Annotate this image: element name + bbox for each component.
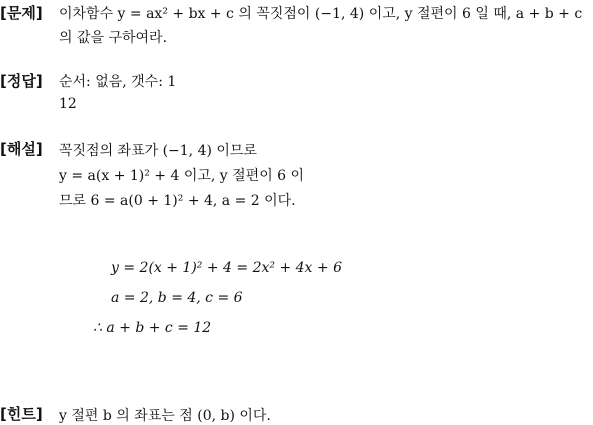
answer-order-count: 순서: 없음, 갯수: 1 <box>59 74 177 90</box>
solution-equation-1: y = 2(x + 1)² + 4 = 2x² + 4x + 6 <box>111 260 342 276</box>
hint-text: y 절편 b 의 좌표는 점 (0, b) 이다. <box>59 408 271 424</box>
problem-label: [문제] <box>0 4 43 22</box>
answer-value: 12 <box>59 96 77 112</box>
solution-text-line-1: 꼭짓점의 좌표가 (−1, 4) 이므로 <box>59 143 257 159</box>
solution-text-line-2: y = a(x + 1)² + 4 이고, y 절편이 6 이 <box>59 168 305 184</box>
solution-equation-3: ∴ a + b + c = 12 <box>93 320 212 336</box>
solution-equation-2: a = 2, b = 4, c = 6 <box>111 290 243 306</box>
problem-text-line-2: 의 값을 구하여라. <box>59 30 168 46</box>
solution-text-line-3: 므로 6 = a(0 + 1)² + 4, a = 2 이다. <box>59 193 296 209</box>
problem-text-line-1: 이차함수 y = ax² + bx + c 의 꼭짓점이 (−1, 4) 이고, y 절편이 6 일 때, a + b + c <box>59 6 583 22</box>
hint-label: [힌트] <box>0 405 43 423</box>
answer-label: [정답] <box>0 72 43 90</box>
solution-label: [해설] <box>0 140 43 158</box>
